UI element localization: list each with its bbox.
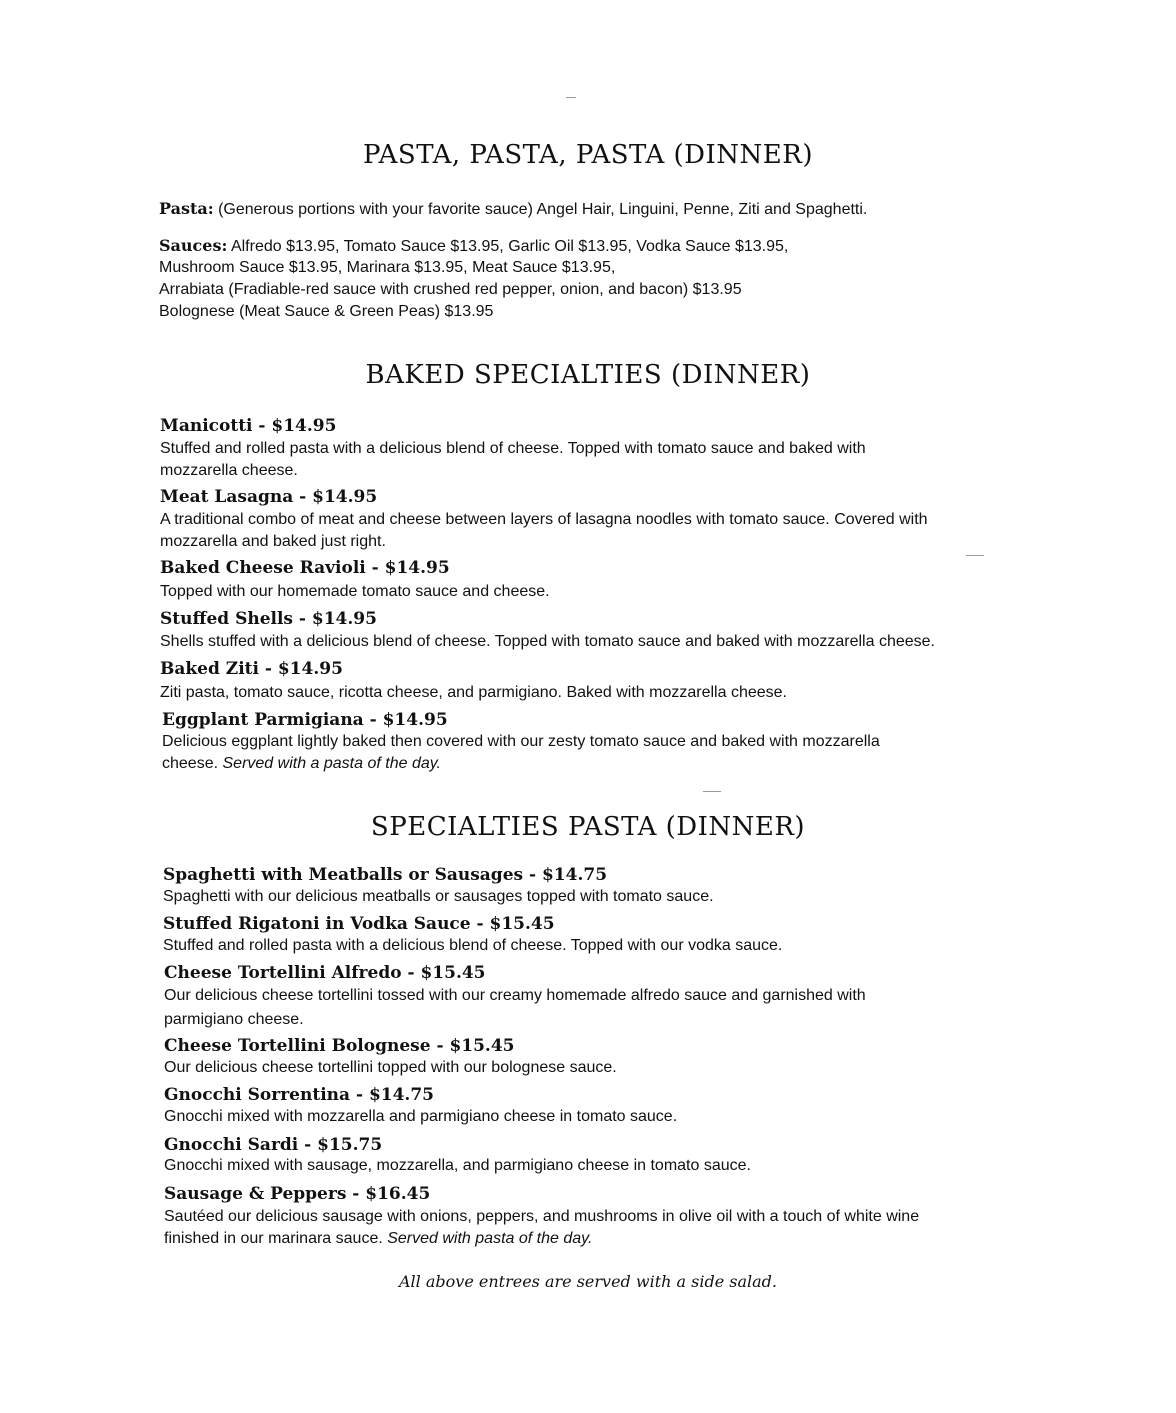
menu-item-title: Stuffed Shells - $14.95 xyxy=(160,609,377,629)
specialties-section-title: SPECIALTIES PASTA (DINNER) xyxy=(370,812,806,842)
served-note: Served with pasta of the day. xyxy=(387,1230,593,1247)
menu-item-title: Cheese Tortellini Alfredo - $15.45 xyxy=(164,963,486,983)
menu-item-title: Baked Ziti - $14.95 xyxy=(160,659,343,679)
menu-item-desc xyxy=(162,753,441,775)
menu-item-title: Sausage & Peppers - $16.45 xyxy=(164,1184,431,1204)
menu-item-title: Eggplant Parmigiana - $14.95 xyxy=(162,710,448,730)
desc-text: cheese. xyxy=(162,755,219,772)
menu-item-desc: Delicious eggplant lightly baked then covered with our zesty tomato sauce and baked with mozzarella xyxy=(162,733,880,750)
scan-speck xyxy=(703,791,721,792)
menu-item-desc: Topped with our homemade tomato sauce and cheese. xyxy=(160,583,550,600)
menu-item-desc: Stuffed and rolled pasta with a delicious blend of cheese. Topped with tomato sauce and baked with xyxy=(160,440,866,457)
menu-item-title: Stuffed Rigatoni in Vodka Sauce - $15.45 xyxy=(163,914,555,934)
served-note: Served with a pasta of the day. xyxy=(222,755,441,772)
menu-item-title: Spaghetti with Meatballs or Sausages - $14.75 xyxy=(163,865,608,885)
sauces-label: Sauces: xyxy=(159,236,228,255)
menu-item-title: Meat Lasagna - $14.95 xyxy=(160,487,378,507)
menu-item-desc: mozzarella and baked just right. xyxy=(160,533,386,550)
baked-section-title: BAKED SPECIALTIES (DINNER) xyxy=(365,360,811,390)
menu-item-desc: Gnocchi mixed with mozzarella and parmigiano cheese in tomato sauce. xyxy=(164,1108,678,1125)
menu-item-title: Gnocchi Sorrentina - $14.75 xyxy=(164,1085,434,1105)
pasta-label: Pasta: xyxy=(159,199,214,218)
menu-item-title: Baked Cheese Ravioli - $14.95 xyxy=(160,558,450,578)
menu-item-desc: Ziti pasta, tomato sauce, ricotta cheese, and parmigiano. Baked with mozzarella cheese. xyxy=(160,684,787,701)
menu-item-desc: Sautéed our delicious sausage with onions, peppers, and mushrooms in olive oil with a touch of white wine xyxy=(164,1208,920,1225)
pasta-line xyxy=(159,199,867,219)
menu-item-desc: Stuffed and rolled pasta with a delicious blend of cheese. Topped with our vodka sauce. xyxy=(163,937,783,954)
sauces-line-2: Mushroom Sauce $13.95, Marinara $13.95, Meat Sauce $13.95, xyxy=(159,259,616,276)
menu-item-desc: parmigiano cheese. xyxy=(164,1011,304,1028)
menu-item-desc: A traditional combo of meat and cheese between layers of lasagna noodles with tomato sauce. Covered with xyxy=(160,511,928,528)
menu-item-desc xyxy=(164,1228,592,1250)
menu-item-desc: mozzarella cheese. xyxy=(160,462,298,479)
menu-item-title: Gnocchi Sardi - $15.75 xyxy=(164,1135,383,1155)
pasta-text: (Generous portions with your favorite sauce) Angel Hair, Linguini, Penne, Ziti and Spaghetti. xyxy=(218,201,868,218)
sauces-line-1 xyxy=(159,236,788,256)
scan-speck xyxy=(566,97,576,98)
menu-item-title: Cheese Tortellini Bolognese - $15.45 xyxy=(164,1036,515,1056)
menu-item-desc: Our delicious cheese tortellini tossed with our creamy homemade alfredo sauce and garnished with xyxy=(164,987,866,1004)
menu-item-desc: Spaghetti with our delicious meatballs or sausages topped with tomato sauce. xyxy=(163,888,714,905)
menu-item-desc: Our delicious cheese tortellini topped with our bolognese sauce. xyxy=(164,1059,617,1076)
sauces-text: Alfredo $13.95, Tomato Sauce $13.95, Garlic Oil $13.95, Vodka Sauce $13.95, xyxy=(230,238,789,255)
footer-note: All above entrees are served with a side salad. xyxy=(399,1272,777,1291)
sauces-line-3: Arrabiata (Fradiable-red sauce with crushed red pepper, onion, and bacon) $13.95 xyxy=(159,281,742,298)
scan-speck xyxy=(966,555,984,556)
menu-item-title: Manicotti - $14.95 xyxy=(160,416,337,436)
pasta-section-title: PASTA, PASTA, PASTA (DINNER) xyxy=(363,140,813,170)
desc-text: finished in our marinara sauce. xyxy=(164,1230,383,1247)
sauces-line-4: Bolognese (Meat Sauce & Green Peas) $13.95 xyxy=(159,303,494,320)
menu-item-desc: Gnocchi mixed with sausage, mozzarella, and parmigiano cheese in tomato sauce. xyxy=(164,1157,751,1174)
menu-item-desc: Shells stuffed with a delicious blend of cheese. Topped with tomato sauce and baked with mozzarella cheese. xyxy=(160,633,935,650)
